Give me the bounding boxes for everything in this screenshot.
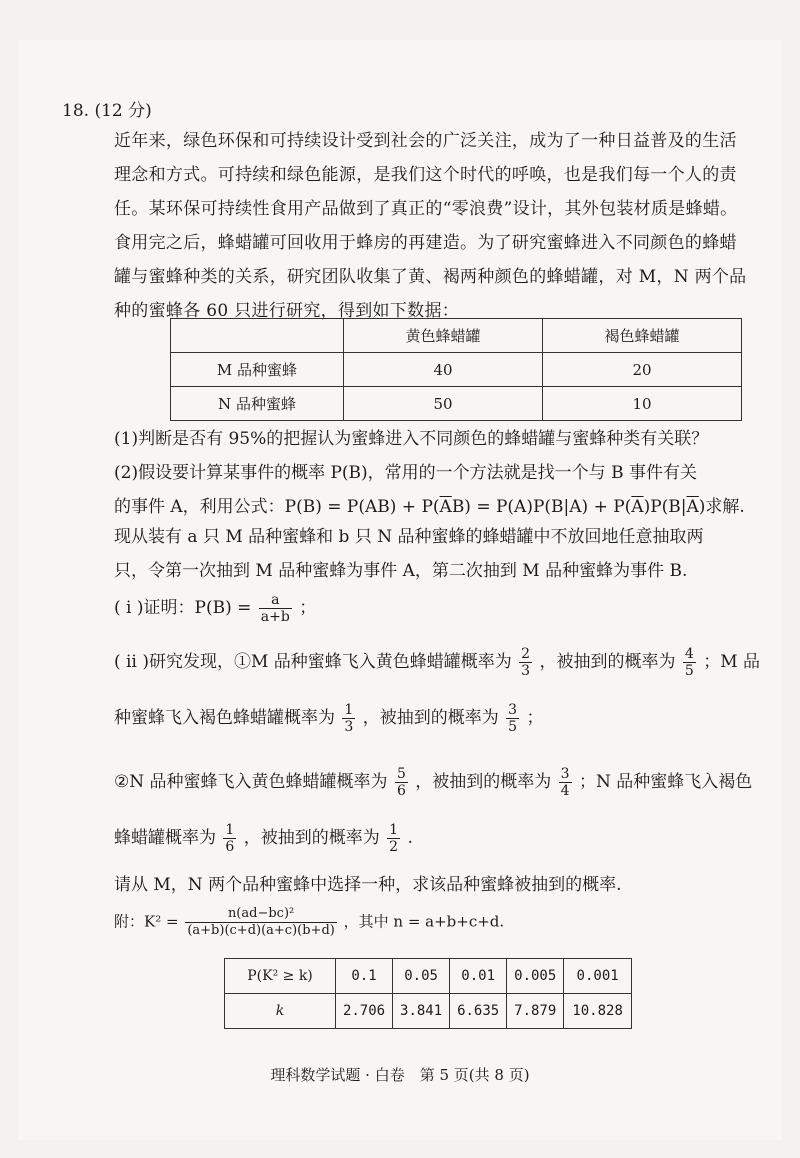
table-cell: 10 [543, 387, 742, 421]
part2-line3: 现从装有 a 只 M 品种蜜蜂和 b 只 N 品种蜜蜂的蜂蜡罐中不放回地任意抽取两 [114, 527, 704, 547]
fraction: $\frac{5}{6}$ [396, 766, 406, 799]
text-span: ，被抽到的概率为 [539, 652, 676, 672]
table-header-cell [171, 319, 344, 353]
text-span: 蜂蜡罐概率为 [114, 828, 216, 848]
table-header-cell: 黄色蜂蜡罐 [344, 319, 543, 353]
table-cell: 0.05 [393, 959, 450, 994]
fraction: $\frac{2}{3}$ [521, 646, 531, 679]
text-span: ；M 品 [703, 652, 761, 672]
table-cell: 7.879 [507, 994, 564, 1029]
intro-paragraph: 近年来，绿色环保和可持续设计受到社会的广泛关注，成为了一种日益普及的生活理念和方式。可持续和绿色能源，是我们这个时代的呼唤，也是我们每一个人的责任。某环保可持续性食用产品做到了真正的“零浪费”设计，其外包装材质是蜂蜡。食用完之后，蜂蜡罐可回收用于蜂房的再建造。为了研究蜜蜂进入不同颜色的蜂蜡罐与蜜蜂种类的关系，研究团队收集了黄、褐两种颜色的蜂蜡罐，对 M，N 两个品种的蜜蜂各 60 只进行研究，得到如下数据： [114, 131, 747, 321]
text-span: ；N 品种蜜蜂飞入褐色 [579, 772, 753, 792]
fraction: $\frac{3}{4}$ [560, 766, 570, 799]
text-span: ，被抽到的概率为 [243, 828, 380, 848]
fraction: $\frac{4}{5}$ [684, 646, 694, 679]
fraction: $\frac{1}{3}$ [344, 702, 354, 735]
part2-line4: 只，令第一次抽到 M 品种蜜蜂为事件 A，第二次抽到 M 品种蜜蜂为事件 B. [114, 561, 688, 581]
table-row-label: N 品种蜜蜂 [171, 387, 344, 421]
formula-text: )P(B| [643, 497, 687, 517]
table-cell: 0.1 [336, 959, 393, 994]
sub-question-ii-line1 [114, 646, 760, 679]
table-row [225, 994, 632, 1029]
table-cell: 0.005 [507, 959, 564, 994]
part2-formula [114, 492, 745, 517]
table-row [225, 959, 632, 994]
circle2-line2 [114, 822, 413, 855]
fraction: $\frac{1}{2}$ [389, 822, 399, 855]
formula-text: B) = P(A)P(B|A) + P( [451, 497, 632, 517]
table-cell: 6.635 [450, 994, 507, 1029]
table-cell: 2.706 [336, 994, 393, 1029]
fraction: $\frac{3}{5}$ [508, 702, 518, 735]
text-span: ； [526, 708, 544, 728]
table-row [171, 353, 742, 387]
table-header-row [171, 319, 742, 353]
text-span: ，被抽到的概率为 [415, 772, 552, 792]
sub-question-ii-line2 [114, 702, 543, 735]
table-row-label: M 品种蜜蜂 [171, 353, 344, 387]
ask-text: 请从 M，N 两个品种蜜蜂中选择一种，求该品种蜜蜂被抽到的概率. [114, 875, 622, 895]
table-cell: 10.828 [564, 994, 632, 1029]
sub-question-i [114, 592, 316, 625]
table-row [171, 387, 742, 421]
fraction: $\frac{\text{n(ad−bc)²}}{(a+b)(c+d)(a+c)(b+d)}$ [187, 906, 335, 938]
table-header-cell: 褐色蜂蜡罐 [543, 319, 742, 353]
appendix-formula [114, 906, 504, 939]
table-row-label: P(K² ≥ k) [225, 959, 336, 994]
a-bar: $\overline{A}$ [686, 497, 699, 517]
text-span: . [407, 828, 413, 848]
sub-i-text: ( ⅰ )证明：P(B) = [114, 598, 252, 618]
question-number: 18. [62, 101, 90, 121]
sub-i-text: ； [299, 598, 317, 618]
table-cell: 0.01 [450, 959, 507, 994]
a-bar: $\overline{A}$ [631, 497, 644, 517]
part1-text: (1)判断是否有 95%的把握认为蜜蜂进入不同颜色的蜂蜡罐与蜜蜂种类有关联？ [114, 429, 709, 449]
table-cell: 40 [344, 353, 543, 387]
part2-line1: (2)假设要计算某事件的概率 P(B)，常用的一个方法就是找一个与 B 事件有关 [114, 463, 697, 483]
text-span: 种蜜蜂飞入褐色蜂蜡罐概率为 [114, 708, 335, 728]
text-span: ，被抽到的概率为 [362, 708, 499, 728]
text-span: ②N 品种蜜蜂飞入黄色蜂蜡罐概率为 [114, 772, 388, 792]
table-cell: 50 [344, 387, 543, 421]
question-header [62, 96, 152, 121]
a-bar: $\overline{A}$ [439, 497, 452, 517]
text-span: 附：K² = [114, 912, 179, 931]
page-footer: 理科数学试题 · 白卷 第 5 页(共 8 页) [270, 1066, 530, 1084]
table-cell: 0.001 [564, 959, 632, 994]
critical-value-table [224, 958, 632, 1029]
fraction: $\frac{a}{a+b}$ [260, 592, 290, 625]
table-cell: 20 [543, 353, 742, 387]
formula-text: 的事件 A，利用公式：P(B) = P(AB) + P( [114, 497, 440, 517]
formula-text: )求解. [698, 497, 745, 517]
fraction: $\frac{1}{6}$ [225, 822, 235, 855]
question-points: (12 分) [94, 101, 152, 121]
table-row-label: k [225, 994, 336, 1029]
circle2-line1 [114, 766, 752, 799]
text-span: ，其中 n = a+b+c+d. [343, 912, 505, 931]
table-cell: 3.841 [393, 994, 450, 1029]
bee-data-table [170, 318, 742, 421]
text-span: ( ⅱ )研究发现，①M 品种蜜蜂飞入黄色蜂蜡罐概率为 [114, 652, 512, 672]
